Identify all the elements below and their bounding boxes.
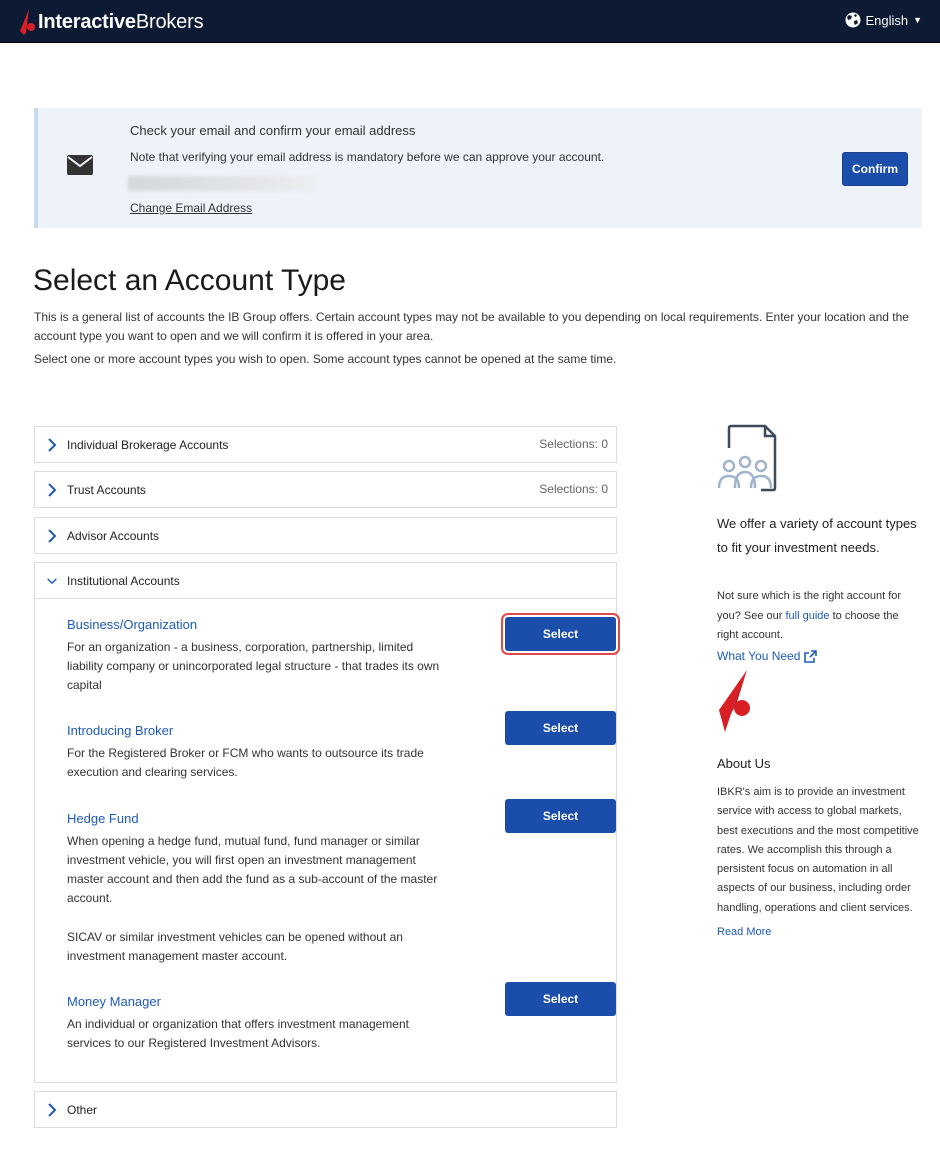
accordion-trust	[34, 471, 617, 508]
about-us-title: About Us	[717, 756, 771, 771]
option-hedge-fund	[67, 811, 587, 966]
sidebar-guide-text: Not sure which is the right account for you? See our full guide to choose the right account.	[717, 590, 902, 641]
chevron-down-icon	[47, 574, 57, 588]
about-us-text: IBKR's aim is to provide an investment service with access to global markets, best executions and the most competitive rates. We accomplish this through a persistent focus on automation in all aspects of our business, including order handling, operations and client services.	[717, 786, 919, 914]
accordion-other	[34, 1091, 617, 1128]
accordion-institutional	[34, 562, 617, 1083]
option-description: An individual or organization that offers investment management services to our Registered Investment Advisors.	[67, 1017, 409, 1050]
notice-text: Note that verifying your email address is mandatory before we can approve your account.	[130, 150, 605, 164]
chevron-right-icon	[47, 483, 57, 497]
intro-text-2: Select one or more account types you wish to open. Some account types cannot be opened at the same time.	[34, 352, 617, 366]
option-money-manager	[67, 994, 587, 1053]
select-button-business[interactable]: Select	[505, 617, 616, 651]
accordion-header-institutional[interactable]	[35, 563, 616, 598]
email-confirmation-notice	[34, 108, 922, 228]
redacted-email	[128, 176, 316, 191]
option-name[interactable]: Money Manager	[67, 994, 161, 1009]
option-description: When opening a hedge fund, mutual fund, fund manager or similar investment vehicle, you will first open an investment management master account and then add the fund as a sub-account of the master account.	[67, 834, 438, 905]
option-name[interactable]: Introducing Broker	[67, 723, 174, 738]
intro-text: This is a general list of accounts the IB Group offers. Certain account types may not be available to you depending on local requirements. Enter your location and the account type you want to open and we will confirm it is offered in your area.	[34, 310, 909, 343]
ib-logo-icon	[20, 9, 36, 35]
accordion-title: Institutional Accounts	[67, 573, 180, 588]
language-selector[interactable]	[845, 12, 922, 28]
option-business-organization	[67, 617, 587, 695]
envelope-icon	[66, 154, 94, 176]
top-navbar	[0, 0, 940, 43]
select-button-hedge-fund[interactable]: Select	[505, 799, 616, 833]
accordion-title: Other	[67, 1102, 98, 1117]
change-email-link[interactable]: Change Email Address	[130, 201, 253, 215]
accordion-header-trust[interactable]	[35, 472, 616, 507]
what-you-need-link[interactable]: What You Need	[717, 649, 817, 663]
chevron-right-icon	[47, 438, 57, 452]
accordion-individual-brokerage	[34, 426, 617, 463]
accordion-header-advisor[interactable]	[35, 518, 616, 553]
chevron-right-icon	[47, 529, 57, 543]
chevron-right-icon	[47, 1103, 57, 1117]
select-button-money-manager[interactable]: Select	[505, 982, 616, 1016]
accordion-advisor	[34, 517, 617, 554]
sidebar-headline: We offer a variety of account types to fit your investment needs.	[717, 516, 917, 555]
ib-brand-mark-icon	[717, 670, 753, 732]
brand-name: InteractiveBrokers	[38, 10, 204, 33]
option-name[interactable]: Business/Organization	[67, 617, 198, 632]
institutional-options	[35, 598, 616, 1082]
full-guide-link[interactable]: full guide	[785, 609, 830, 622]
confirm-button[interactable]: Confirm	[842, 152, 908, 186]
page-title: Select an Account Type	[33, 264, 346, 297]
accordion-title: Trust Accounts	[67, 482, 146, 497]
option-description: For an organization - a business, corporation, partnership, limited liability company or unincorporated legal structure - that trades its own capital	[67, 640, 440, 692]
accordion-title: Advisor Accounts	[67, 528, 160, 543]
external-link-icon	[804, 650, 817, 663]
selections-count: Selections: 0	[539, 482, 608, 496]
option-description-2: SICAV or similar investment vehicles can be opened without an investment management master account.	[67, 930, 403, 963]
option-name[interactable]: Hedge Fund	[67, 811, 139, 826]
accordion-title: Individual Brokerage Accounts	[67, 437, 229, 452]
account-types-document-icon	[717, 424, 777, 492]
selections-count: Selections: 0	[539, 437, 608, 451]
select-button-introducing-broker[interactable]: Select	[505, 711, 616, 745]
accordion-header-individual[interactable]	[35, 427, 616, 462]
option-introducing-broker	[67, 723, 587, 782]
caret-down-icon: ▼	[913, 15, 922, 25]
option-description: For the Registered Broker or FCM who wants to outsource its trade execution and clearing services.	[67, 746, 424, 779]
language-label: English	[865, 12, 909, 28]
notice-title: Check your email and confirm your email address	[130, 123, 416, 138]
brand-logo[interactable]	[20, 8, 203, 36]
globe-icon	[845, 12, 861, 28]
accordion-header-other[interactable]	[35, 1092, 616, 1127]
read-more-link[interactable]: Read More	[717, 926, 772, 938]
